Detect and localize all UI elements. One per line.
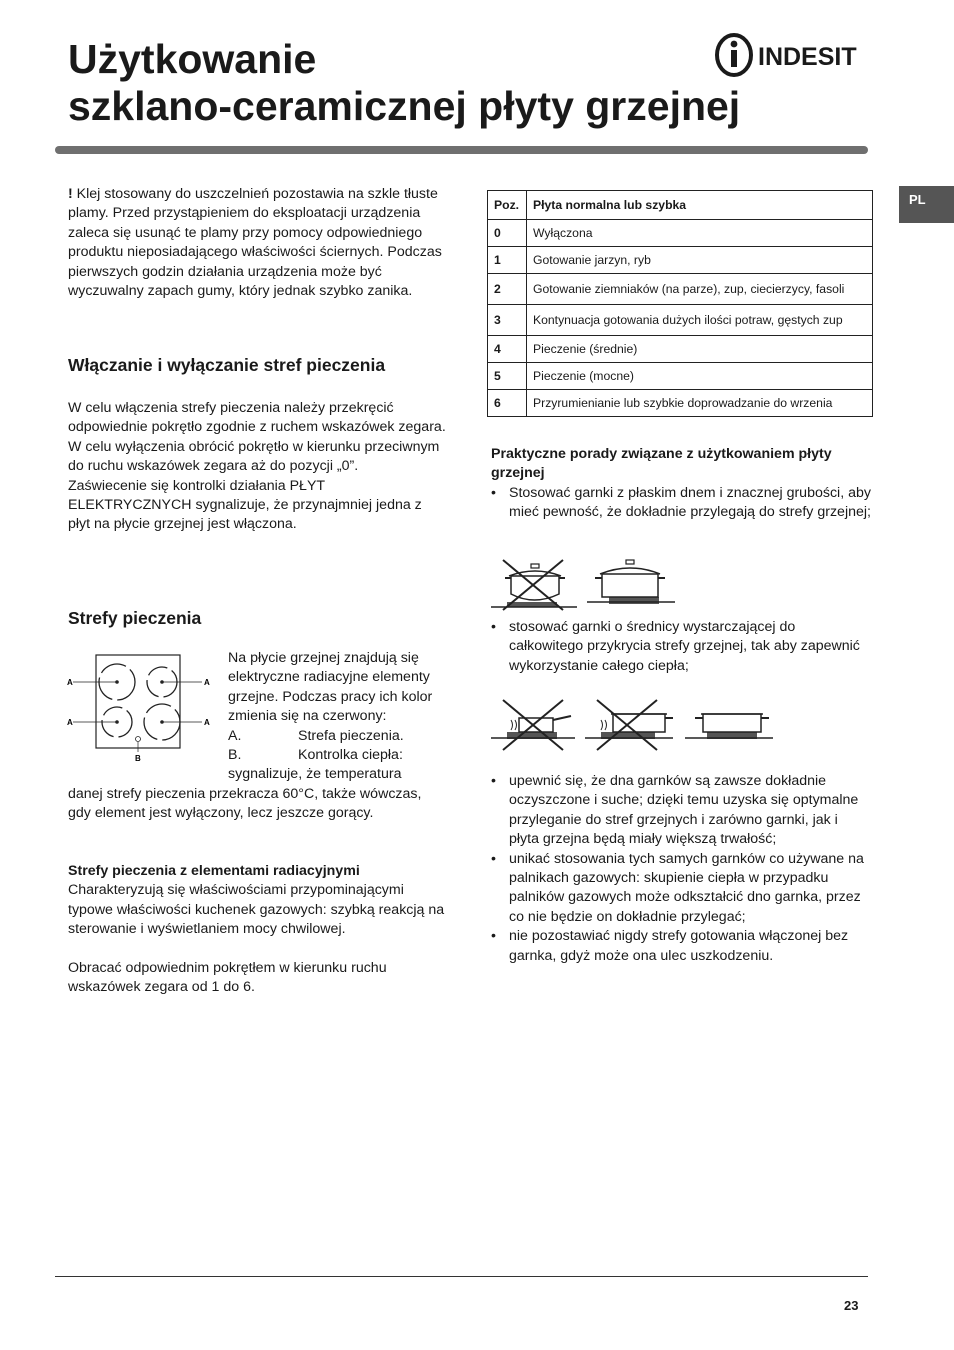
table-header-cell: Płyta normalna lub szybka bbox=[527, 191, 873, 220]
table-cell: 5 bbox=[488, 363, 527, 390]
medium-pot-wrong-icon bbox=[585, 700, 673, 750]
tip-bullet: • unikać stosowania tych samych garnków co używane na palnikach gazowych: skupienie ciepła w przypadku palników gazowych może odkształcić dno garnka, przez co nie będzie on dokładnie przylegać; bbox=[491, 850, 871, 928]
table-row bbox=[488, 305, 873, 336]
table-row bbox=[488, 274, 873, 305]
language-tab: PL bbox=[899, 186, 954, 223]
table-row bbox=[488, 336, 873, 363]
table-header-row bbox=[488, 191, 873, 220]
indesit-logo bbox=[714, 32, 874, 78]
warning-text: Klej stosowany do uszczelnień pozostawia na szkle tłuste plamy. Przed przystąpieniem do eksploatacji urządzenia zaleca się usunąć te plamy przy pomocy odpowiedniego produktu nieposiadającego właściwości ściernych. Podczas pierwszych godzin działania urządzenia może być wyczuwalny zapach gumy, który jednak szybko zanika. bbox=[68, 186, 442, 300]
table-cell: 4 bbox=[488, 336, 527, 363]
zones-heading: Strefy pieczenia bbox=[68, 608, 202, 628]
tip-bullet: • Stosować garnki z płaskim dnem i znacznej grubości, aby mieć pewność, że dokładnie przylegają do strefy grzejnej; bbox=[491, 484, 871, 523]
small-pot-wrong-icon bbox=[491, 700, 575, 750]
page-title bbox=[68, 36, 740, 130]
table-row bbox=[488, 363, 873, 390]
radiant-section bbox=[68, 862, 446, 997]
title-divider bbox=[55, 146, 868, 154]
zones-intro bbox=[228, 649, 448, 785]
correct-diameter-pot-icon bbox=[685, 714, 773, 739]
zone-a-text: Strefa pieczenia. bbox=[298, 727, 404, 744]
table-cell: 6 bbox=[488, 390, 527, 417]
page-number: 23 bbox=[844, 1298, 859, 1313]
table-row bbox=[488, 220, 873, 247]
table-cell: Kontynuacja gotowania dużych ilości potraw, gęstych zup bbox=[527, 305, 873, 336]
footer-divider bbox=[55, 1276, 868, 1277]
table-row bbox=[488, 247, 873, 274]
zones-intro-text: Na płycie grzejnej znajdują się elektryczne radiacyjne elementy grzejne. Podczas pracy ich kolor zmienia się na czerwony: bbox=[228, 650, 433, 725]
table-cell: Gotowanie ziemniaków (na parze), zup, ciecierzycy, fasoli bbox=[527, 274, 873, 305]
table-cell: 3 bbox=[488, 305, 527, 336]
table-header-cell: Poz. bbox=[488, 191, 527, 220]
zone-a-label: A. bbox=[228, 727, 242, 744]
tip-bullet: • upewnić się, że dna garnków są zawsze dokładnie oczyszczone i suche; dzięki temu uzyska się optymalne przyleganie do stref grzejnych i zarówno garnki, jak i płyta grzejna będą miały większą trwałość; bbox=[491, 772, 871, 850]
switching-p2: W celu wyłączenia obrócić pokrętło w kierunku przeciwnym do ruchu wskazówek zegara aż do pozycji „0”. bbox=[68, 438, 440, 475]
wrong-pot-icon bbox=[491, 560, 577, 610]
zone-b-text-cont: sygnalizuje, że temperatura bbox=[228, 766, 402, 783]
page-title-line-1: Użytkowanie bbox=[68, 36, 317, 82]
zone-b-label: B. bbox=[228, 747, 242, 764]
diagram-label-b: B bbox=[135, 754, 141, 763]
page-title-line-2: szklano-ceramicznej płyty grzejnej bbox=[68, 83, 741, 129]
switching-text bbox=[68, 399, 446, 535]
table-cell: 0 bbox=[488, 220, 527, 247]
warning-mark: ! bbox=[68, 186, 73, 202]
zones-rest bbox=[68, 785, 443, 824]
table-cell: Przyrumienianie lub szybkie doprowadzanie do wrzenia bbox=[527, 390, 873, 417]
radiant-heading: Strefy pieczenia z elementami radiacyjnymi bbox=[68, 863, 360, 879]
table-cell: Pieczenie (średnie) bbox=[527, 336, 873, 363]
tips-intro bbox=[491, 445, 871, 523]
table-cell: Wyłączona bbox=[527, 220, 873, 247]
brand-name: INDESIT bbox=[758, 43, 857, 71]
radiant-p1: Charakteryzują się właściwościami przypominającymi typowe właściwości kuchenek gazowych: szybką reakcją na sterowanie i wyświetlaniem mocy chwilowej. bbox=[68, 882, 445, 938]
table-row bbox=[488, 390, 873, 417]
zone-b-text: Kontrolka ciepła: bbox=[298, 747, 403, 764]
radiant-p2: Obracać odpowiednim pokrętłem w kierunku ruchu wskazówek zegara od 1 do 6. bbox=[68, 959, 387, 996]
warning-note bbox=[68, 185, 443, 301]
tips-bullets-rest bbox=[491, 772, 871, 966]
tip-bullet: • stosować garnki o średnicy wystarczającej do całkowitego przykrycia strefy grzejnej, tak aby zapewnić wykorzystanie całego ciepła; bbox=[491, 618, 871, 676]
diagram-label-a: A bbox=[67, 718, 73, 727]
flat-bottom-pots-illustration bbox=[489, 556, 679, 612]
heat-settings-table bbox=[487, 190, 873, 417]
table-cell: 1 bbox=[488, 247, 527, 274]
table-cell: Gotowanie jarzyn, ryb bbox=[527, 247, 873, 274]
diagram-label-a: A bbox=[204, 678, 210, 687]
diagram-label-a: A bbox=[204, 718, 210, 727]
table-cell: Pieczenie (mocne) bbox=[527, 363, 873, 390]
tips-bullet-2 bbox=[491, 618, 871, 676]
zones-rest-text: danej strefy pieczenia przekracza 60°C, także wówczas, gdy element jest wyłączony, lecz jeszcze gorący. bbox=[68, 786, 422, 822]
switching-heading: Włączanie i wyłączanie stref pieczenia bbox=[68, 355, 386, 375]
pot-diameter-illustration bbox=[489, 696, 775, 754]
switching-p1: W celu włączenia strefy pieczenia należy przekręcić odpowiednie pokrętło zgodnie z ruchem wskazówek zegara. bbox=[68, 400, 446, 436]
tip-bullet: • nie pozostawiać nigdy strefy gotowania włączonej bez garnka, gdyż może ona ulec uszkodzeniu. bbox=[491, 927, 871, 966]
diagram-label-a: A bbox=[67, 678, 73, 687]
correct-pot-icon bbox=[587, 560, 675, 604]
tips-heading: Praktyczne porady związane z użytkowaniem płyty grzejnej bbox=[491, 446, 832, 482]
hob-diagram bbox=[64, 652, 214, 766]
switching-p3: Zaświecenie się kontrolki działania PŁYT ELEKTRYCZNYCH sygnalizuje, że przynajmniej jedna z płyt na płycie grzejnej jest włączona. bbox=[68, 477, 422, 533]
table-cell: 2 bbox=[488, 274, 527, 305]
